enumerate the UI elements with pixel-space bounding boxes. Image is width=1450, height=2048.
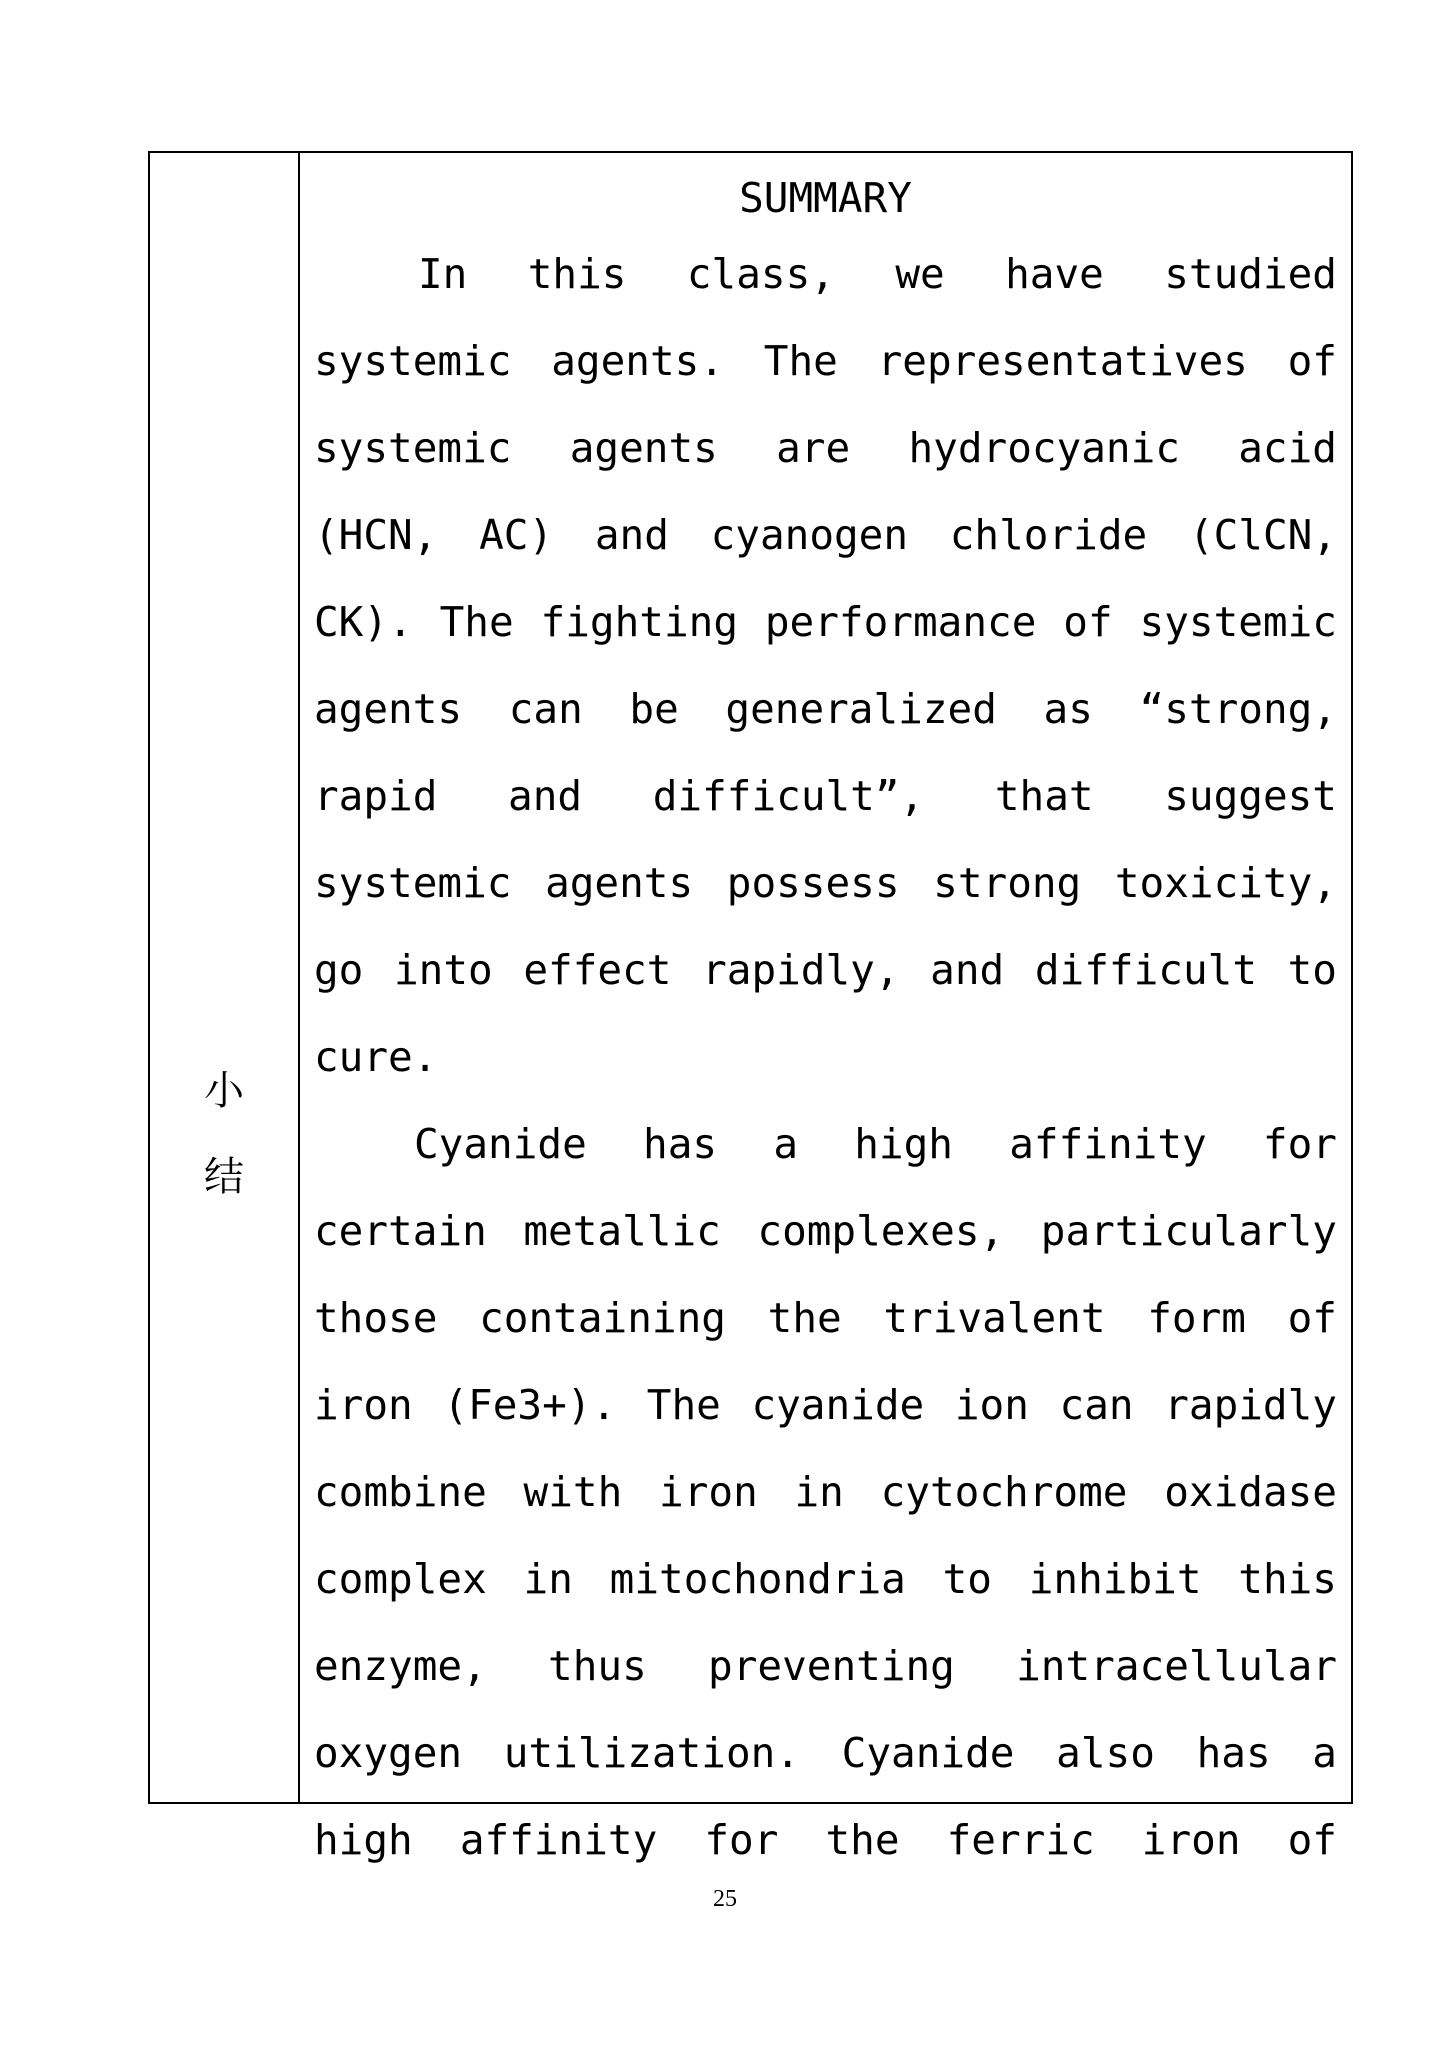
summary-table bbox=[148, 151, 1353, 1864]
section-label-char-1: 小 bbox=[204, 1068, 244, 1114]
summary-content-cell bbox=[300, 153, 1351, 1864]
section-label-char-2: 结 bbox=[204, 1154, 244, 1200]
summary-paragraph-1: In this class, we have studied systemic agents. The representatives of systemic agents are hydrocyanic acid (HCN, AC) and cyanogen chloride (ClCN, CK). The fighting performance of systemic agents can be generalized as “strong, rapid and difficult”, that suggest systemic agents possess strong toxicity, go into effect rapidly, and difficult to cure. bbox=[314, 250, 1337, 1081]
section-label-cell bbox=[150, 153, 300, 1802]
summary-heading: SUMMARY bbox=[739, 174, 912, 222]
page-number: 25 bbox=[713, 1886, 737, 1912]
summary-paragraph-2: Cyanide has a high affinity for certain metallic complexes, particularly those containing the trivalent form of iron (Fe3+). The cyanide ion can rapidly combine with iron in cytochrome oxidase complex in mitochondria to inhibit this enzyme, thus preventing intracellular oxygen utilization. Cyanide also has a high affinity for the ferric iron of bbox=[314, 1120, 1337, 1864]
section-label bbox=[150, 1048, 298, 1220]
